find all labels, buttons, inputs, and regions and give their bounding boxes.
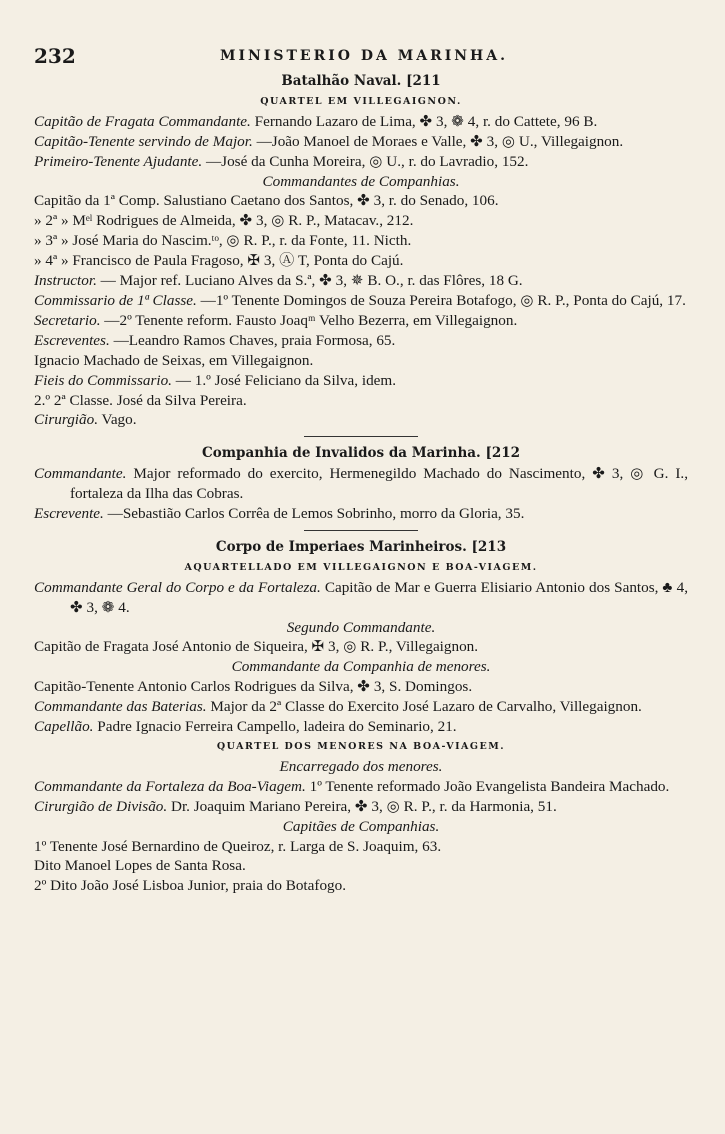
entry-text: —João Manoel de Moraes e Valle, ✤ 3, ◎ U., Villegaignon.	[256, 132, 624, 150]
section-divider	[304, 436, 418, 437]
directory-entry	[34, 410, 688, 430]
entry-text: —2º Tenente reform. Fausto Joaqᵐ Velho Bezerra, em Villegaignon.	[104, 311, 518, 329]
entry-text: 1º Tenente José Bernardino de Queiroz, r. Larga de S. Joaquim, 63.	[34, 837, 442, 855]
directory-entry	[34, 152, 688, 172]
group-heading: Encarregado dos menores.	[279, 757, 443, 775]
directory-entry	[34, 211, 688, 231]
directory-entry	[34, 271, 688, 291]
page-header	[34, 44, 694, 68]
section-divider	[304, 530, 418, 531]
group-heading: Capitães de Companhias.	[282, 817, 440, 835]
entry-label: Primeiro-Tenente Ajudante.	[34, 152, 203, 170]
directory-entry	[34, 677, 688, 697]
entry-label: Capitão de Fragata Commandante.	[34, 112, 251, 130]
directory-entry	[34, 331, 688, 351]
directory-entry	[34, 112, 688, 132]
entry-label: Commandante da Fortaleza da Boa-Viagem.	[34, 777, 306, 795]
directory-entry	[34, 291, 688, 311]
entry-text: Vago.	[101, 411, 137, 429]
section-subtitle: QUARTEL EM VILLEGAIGNON.	[260, 95, 462, 107]
directory-entry	[34, 391, 688, 411]
directory-entry	[34, 311, 688, 331]
entry-text: Capitão-Tenente Antonio Carlos Rodrigues da Silva, ✤ 3, S. Domingos.	[34, 678, 473, 696]
running-head: MINISTERIO DA MARINHA.	[219, 48, 509, 64]
directory-entry	[34, 876, 688, 896]
entry-text: Dito Manoel Lopes de Santa Rosa.	[34, 857, 246, 875]
entry-text: Capitão da 1ª Comp. Salustiano Caetano dos Santos, ✤ 3, r. do Senado, 106.	[34, 192, 499, 210]
entry-text: 2.º 2ª Classe. José da Silva Pereira.	[34, 391, 247, 409]
directory-entry	[34, 191, 688, 211]
entry-label: Fieis do Commissario.	[34, 371, 172, 389]
entry-text: » 4ª » Francisco de Paula Fragoso, ✠ 3, Ⓐ T, Ponta do Cajú.	[34, 252, 404, 270]
entry-label: Cirurgião de Divisão.	[34, 797, 168, 815]
entry-text: » 3ª » José Maria do Nascim.ᵗᵒ, ◎ R. P., r. da Fonte, 11. Nicth.	[34, 232, 412, 250]
entry-text: —Sebastião Carlos Corrêa de Lemos Sobrinho, morro da Gloria, 35.	[107, 505, 525, 523]
entry-text: — 1.º José Feliciano da Silva, idem.	[175, 371, 397, 389]
directory-entry	[34, 371, 688, 391]
page-number: 232	[34, 44, 76, 68]
entry-text: —José da Cunha Moreira, ◎ U., r. do Lavradio, 152.	[205, 152, 529, 170]
entry-label: Commandante.	[34, 465, 127, 483]
entry-text: Fernando Lazaro de Lima, ✤ 3, ❁ 4, r. do Cattete, 96 B.	[254, 112, 598, 130]
entry-text: Major reformado do exercito, Hermenegildo Machado do Nascimento, ✤ 3, ◎ G. I., fortaleza da Ilha das Cobras.	[70, 465, 689, 503]
directory-entry	[34, 132, 688, 152]
section-title: Corpo de Imperiaes Marinheiros. [213	[215, 538, 507, 555]
entry-label: Secretario.	[34, 311, 101, 329]
group-heading: Commandantes de Companhias.	[262, 172, 460, 190]
entry-text: Padre Ignacio Ferreira Campello, ladeira do Seminario, 21.	[97, 718, 457, 736]
directory-entry	[34, 837, 688, 857]
entry-label: Escrevente.	[34, 505, 104, 523]
entry-text: Dr. Joaquim Mariano Pereira, ✤ 3, ◎ R. P., r. da Harmonia, 51.	[170, 797, 557, 815]
directory-entry	[34, 856, 688, 876]
entry-text: Major da 2ª Classe do Exercito José Lazaro de Carvalho, Villegaignon.	[210, 698, 642, 716]
directory-entry	[34, 251, 688, 271]
directory-entry	[34, 637, 688, 657]
entry-label: Cirurgião.	[34, 411, 98, 429]
subsection-heading: QUARTEL DOS MENORES NA BOA-VIAGEM.	[216, 741, 506, 752]
section-title: Batalhão Naval. [211	[281, 73, 441, 89]
group-heading: Commandante da Companhia de menores.	[231, 658, 491, 676]
directory-entry	[34, 717, 688, 737]
directory-entry	[34, 578, 688, 618]
entry-label: Capellão.	[34, 718, 94, 736]
entry-text: —Leandro Ramos Chaves, praia Formosa, 65.	[113, 331, 396, 349]
entry-label: Commandante das Baterias.	[34, 698, 207, 716]
page-body	[34, 72, 688, 896]
group-heading: Segundo Commandante.	[286, 618, 436, 636]
entry-label: Commissario de 1ª Classe.	[34, 291, 197, 309]
section-title: Companhia de Invalidos da Marinha. [212	[201, 445, 521, 462]
entry-label: Escreventes.	[34, 331, 110, 349]
entry-label: Instructor.	[34, 272, 97, 290]
entry-text: — Major ref. Luciano Alves da S.ª, ✤ 3, ✵ B. O., r. das Flôres, 18 G.	[100, 272, 523, 290]
directory-entry	[34, 351, 688, 371]
section-subtitle: AQUARTELLADO EM VILLEGAIGNON E BOA-VIAGEM.	[184, 561, 538, 573]
directory-entry	[34, 697, 688, 717]
entry-text: Capitão de Mar e Guerra Elisiario Antonio dos Santos, ♣ 4, ✤ 3, ❁ 4.	[70, 578, 688, 616]
entry-text: Capitão de Fragata José Antonio de Siqueira, ✠ 3, ◎ R. P., Villegaignon.	[34, 638, 479, 656]
directory-entry	[34, 797, 688, 817]
entry-text: 1º Tenente reformado João Evangelista Bandeira Machado.	[309, 777, 670, 795]
entry-text: —1º Tenente Domingos de Souza Pereira Botafogo, ◎ R. P., Ponta do Cajú, 17.	[200, 291, 686, 309]
entry-label: Capitão-Tenente servindo de Major.	[34, 132, 253, 150]
entry-text: Ignacio Machado de Seixas, em Villegaignon.	[34, 351, 314, 369]
directory-entry	[34, 464, 688, 504]
entry-label: Commandante Geral do Corpo e da Fortaleza.	[34, 578, 321, 596]
entry-text: 2º Dito João José Lisboa Junior, praia do Botafogo.	[34, 877, 347, 895]
entry-text: » 2ª » Mᵉˡ Rodrigues de Almeida, ✤ 3, ◎ R. P., Matacav., 212.	[34, 212, 414, 230]
directory-entry	[34, 504, 688, 524]
directory-entry	[34, 777, 688, 797]
directory-entry	[34, 231, 688, 251]
